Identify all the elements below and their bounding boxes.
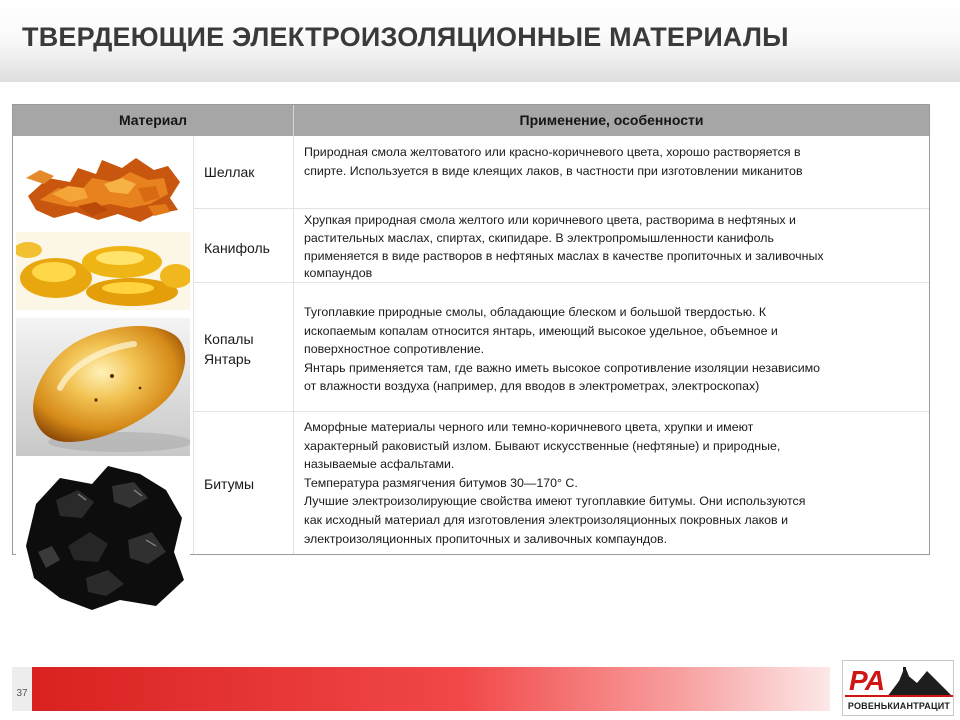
material-name-rosin — [194, 209, 293, 282]
slide-title: ТВЕРДЕЮЩИЕ ЭЛЕКТРОИЗОЛЯЦИОННЫЕ МАТЕРИАЛЫ — [22, 22, 789, 52]
material-name-line: Янтарь — [204, 351, 251, 367]
description-line: Янтарь применяется там, где важно иметь высокое сопротивление изоляции независимо — [304, 360, 821, 375]
material-description-shellac — [294, 136, 929, 208]
shellac-flakes-photo — [18, 148, 190, 228]
description-line: характерный раковистый излом. Бывают искусственные (нефтяные) и природные, — [304, 438, 781, 453]
slide-header — [0, 0, 960, 82]
logo-mark: РА — [849, 665, 885, 696]
description-line: компаундов — [304, 265, 373, 280]
header-material: Материал — [118, 112, 188, 128]
company-logo — [842, 660, 954, 716]
description-line: ископаемым копалам относится янтарь, имеющий высокое удельное, объемное и — [304, 323, 778, 338]
description-line: Лучшие электроизолирующие свойства имеют тугоплавкие битумы. Они используются — [304, 494, 806, 509]
description-line: электроизоляционных пропиточных и заливочных компаундов. — [304, 531, 668, 546]
material-name-bitumen — [194, 412, 293, 554]
description-line: называемые асфальтами. — [304, 457, 455, 472]
material-name-line: Шеллак — [204, 164, 255, 180]
material-description-bitumen — [294, 412, 929, 554]
material-name-line: Канифоль — [204, 240, 270, 256]
material-name-line: Копалы — [204, 331, 254, 347]
footer-bar — [12, 667, 830, 711]
description-line: как исходный материал для изготовления электроизоляционных покровных лаков и — [304, 512, 789, 527]
description-line: растительных маслах, спиртах, скипидаре. В электропромышленности канифоль — [304, 231, 774, 246]
amber-stone-photo — [16, 318, 190, 456]
bitumen-lumps-photo — [16, 460, 190, 614]
material-name-copal-amber — [194, 283, 293, 411]
description-line: Аморфные материалы черного или темно-коричневого цвета, хрупки и имеют — [304, 420, 754, 434]
material-description-rosin — [294, 209, 929, 282]
header-application: Применение, особенности — [519, 112, 704, 128]
page-number: 37 — [16, 688, 28, 699]
rosin-pieces-photo — [16, 232, 190, 310]
material-name-line: Битумы — [204, 476, 255, 492]
description-line: Хрупкая природная смола желтого или коричневого цвета, растворима в нефтяных и — [304, 213, 796, 227]
description-line: Природная смола желтоватого или красно-коричневого цвета, хорошо растворяется в — [304, 145, 801, 159]
material-name-shellac — [194, 136, 293, 208]
description-line: поверхностное сопротивление. — [304, 342, 485, 357]
material-description-copal-amber — [294, 283, 929, 411]
table-header — [13, 105, 929, 136]
description-line: Тугоплавкие природные смолы, обладающие блеском и большой твердостью. К — [304, 305, 767, 319]
description-line: от влажности воздуха (например, для вводов в электрометрах, электроскопах) — [304, 379, 760, 394]
description-line: Температура размягчения битумов 30—170° С. — [304, 475, 578, 490]
description-line: спирте. Используется в виде клеящих лаков, в частности при изготовлении миканитов — [304, 163, 803, 178]
logo-caption: РОВЕНЬКИАНТРАЦИТ — [847, 701, 951, 711]
description-line: применяется в виде растворов в нефтяных маслах в качестве пропиточных и заливочных — [304, 249, 824, 264]
